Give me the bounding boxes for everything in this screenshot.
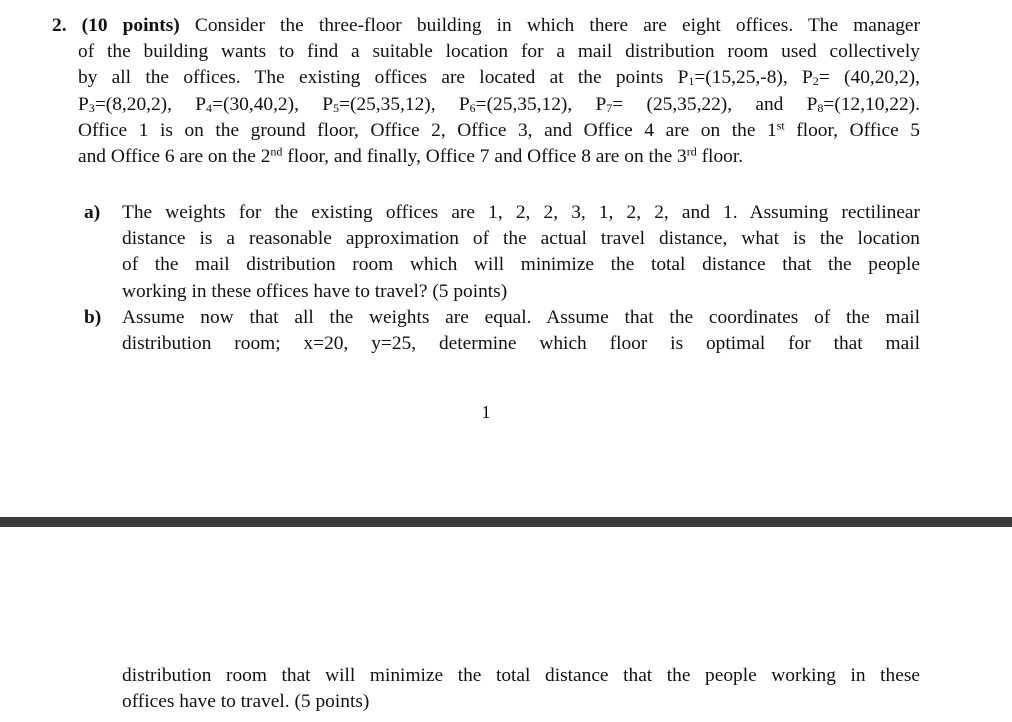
office-point: $P_6=(25,35,12)$,	[458, 93, 596, 115]
office-point: $P_1=(15,25,-8)$,	[677, 67, 802, 89]
continuation-line: distribution room that will minimize the total distance that the people working in these	[122, 665, 920, 686]
part-a-line: working in these offices have to travel? (5 points)	[122, 280, 508, 302]
part-a-line: The weights for the existing offices are 1, 2, 2, 3, 1, 2, 2, and 1. Assuming rectilinear	[122, 202, 920, 223]
part-b-body	[122, 305, 920, 357]
question-text-1: Consider the three-floor building in which there are eight offices. The manager	[194, 15, 920, 36]
page-number: 1	[481, 402, 491, 422]
question-line-2: of the building wants to find a suitable location for a mail distribution room used collectively	[78, 41, 920, 63]
part-b	[84, 305, 920, 357]
part-b-line: distribution room; x=20, y=25, determine which floor is optimal for that mail	[122, 333, 920, 355]
part-a-line: distance is a reasonable approximation of the actual travel distance, what is the location	[122, 228, 920, 250]
part-a-body	[122, 200, 920, 305]
part-a	[84, 200, 920, 305]
question-line-5: Office 1 is on the ground floor, Office 2, Office 3, and Office 4 are on the 1st floor, Office 5	[78, 118, 921, 141]
office-point: $P_7= (25,35,22)$, and	[595, 93, 807, 115]
part-a-line: of the mail distribution room which will minimize the total distance that the people	[122, 254, 920, 276]
question-2	[52, 13, 920, 170]
question-line-4	[52, 92, 920, 118]
question-number: 2.	[52, 15, 67, 36]
page-break-divider	[0, 517, 1012, 527]
question-line-1	[52, 13, 920, 39]
question-parts	[84, 200, 920, 357]
office-point: $P_4=(30,40,2)$,	[195, 93, 323, 115]
office-point: $P_3=(8,20,2)$,	[78, 93, 196, 115]
question-line-6: and Office 6 are on the 2nd floor, and finally, Office 7 and Office 8 are on the 3rd floor.	[78, 144, 744, 168]
question-line-3: by all the offices. The existing offices are located at the points $P_1=(15,25,-8)$, $P_2= (40,20,2)$,	[78, 67, 920, 89]
office-point: $P_2= (40,20,2)$,	[802, 67, 920, 89]
continuation-line: offices have to travel. (5 points)	[122, 691, 370, 713]
part-b-continuation	[122, 663, 920, 715]
question-points: (10 points)	[81, 15, 180, 36]
office-point: $P_8=(12,10,22)$.	[806, 93, 920, 115]
office-point: $P_5=(25,35,12)$,	[322, 93, 459, 115]
part-a-label: a)	[84, 202, 101, 223]
part-b-line: Assume now that all the weights are equal. Assume that the coordinates of the mail	[122, 306, 920, 328]
part-b-label: b)	[84, 306, 102, 328]
